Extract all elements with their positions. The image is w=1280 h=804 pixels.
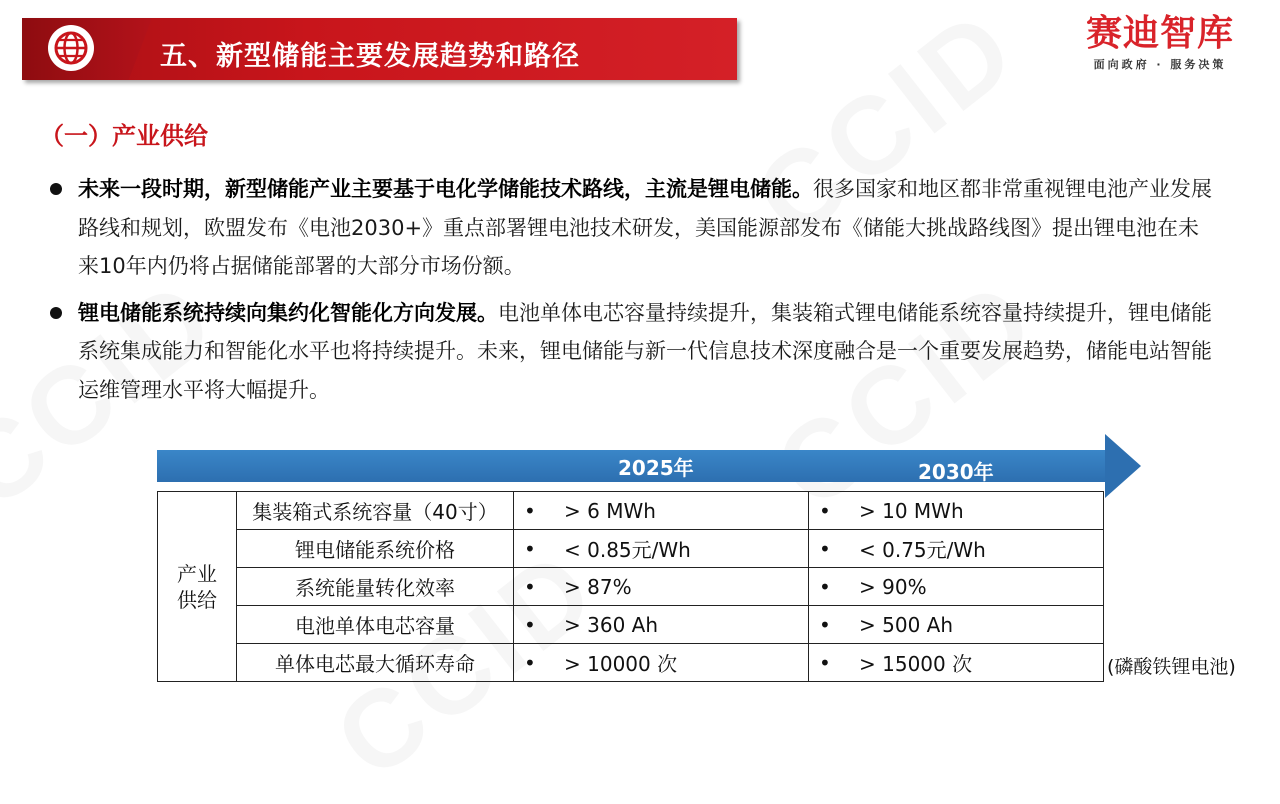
logo	[1074, 14, 1246, 72]
bullet-dot-icon: •	[524, 498, 536, 523]
value-text: > 15000 次	[859, 652, 973, 676]
table-row	[158, 530, 1104, 568]
supply-table	[157, 491, 1104, 682]
metric-name-cell: 锂电储能系统价格	[237, 530, 514, 568]
bullet-dot-icon: •	[819, 536, 831, 561]
globe-icon	[48, 25, 94, 71]
logo-slogan: 面向政府 · 服务决策	[1093, 58, 1227, 71]
table-note: (磷酸铁锂电池)	[1107, 656, 1236, 678]
bullet-dot-icon: •	[819, 498, 831, 523]
metric-name-cell: 系统能量转化效率	[237, 568, 514, 606]
metric-name-cell: 单体电芯最大循环寿命	[237, 644, 514, 682]
bullet-dot-icon: •	[524, 536, 536, 561]
metric-name-cell: 电池单体电芯容量	[237, 606, 514, 644]
bullet-item	[48, 294, 1218, 410]
value-2025-cell	[514, 568, 809, 606]
bullet-dot-icon: •	[524, 574, 536, 599]
bullet-bold-text: 锂电储能系统持续向集约化智能化方向发展。	[78, 300, 498, 325]
value-text: > 10000 次	[564, 652, 678, 676]
year-2030-label: 2030年	[918, 460, 994, 484]
value-2030-cell	[809, 568, 1104, 606]
bullet-bold-text: 未来一段时期，新型储能产业主要基于电化学储能技术路线，主流是锂电储能。	[78, 177, 813, 201]
bullet-dot-icon: •	[819, 650, 831, 675]
value-2030-cell	[809, 606, 1104, 644]
section-title: 五、新型储能主要发展趋势和路径	[160, 41, 580, 72]
value-2025-cell	[514, 606, 809, 644]
value-2025-cell	[514, 644, 809, 682]
table-row	[158, 492, 1104, 530]
arrow-right-icon	[1105, 434, 1141, 498]
value-2030-cell	[809, 530, 1104, 568]
year-2025-label: 2025年	[618, 456, 694, 480]
metric-name-cell: 集装箱式系统容量（40寸）	[237, 492, 514, 530]
bullet-dot-icon: •	[524, 612, 536, 637]
value-text: > 10 MWh	[859, 498, 964, 523]
subheading: （一）产业供给	[40, 122, 208, 150]
bullet-dot-icon	[50, 307, 62, 319]
value-text: > 90%	[859, 574, 927, 599]
value-text: > 500 Ah	[859, 612, 954, 637]
value-2030-cell	[809, 644, 1104, 682]
bullet-text: 电池单体电芯容量持续提升，集装箱式锂电储能系统容量持续提升，锂电储能系统集成能力和智能化水平也将持续提升。未来，锂电储能与新一代信息技术深度融合是一个重要发展趋势，储能电站智能运维管理水平将大幅提升。	[78, 300, 1212, 402]
category-cell: 产业 供给	[158, 492, 237, 682]
bullet-text: 很多国家和地区都非常重视锂电池产业发展路线和规划，欧盟发布《电池2030+》重点部署锂电池技术研发，美国能源部发布《储能大挑战路线图》提出锂电池在未来10年内仍将占据储能部署的大部分市场份额。	[78, 177, 1212, 278]
value-2025-cell	[514, 530, 809, 568]
bullet-dot-icon: •	[819, 574, 831, 599]
bullet-item	[48, 170, 1218, 286]
value-2025-cell	[514, 492, 809, 530]
value-2030-cell	[809, 492, 1104, 530]
value-text: < 0.85元/Wh	[564, 538, 691, 562]
table-row	[158, 606, 1104, 644]
bullet-dot-icon: •	[819, 612, 831, 637]
value-text: < 0.75元/Wh	[859, 538, 986, 562]
bullet-dot-icon: •	[524, 650, 536, 675]
value-text: > 360 Ah	[564, 612, 659, 637]
value-text: > 6 MWh	[564, 498, 656, 523]
bullet-list	[48, 170, 1218, 409]
value-text: > 87%	[564, 574, 632, 599]
table-row	[158, 644, 1104, 682]
table-row	[158, 568, 1104, 606]
bullet-dot-icon	[50, 183, 62, 195]
logo-text: 赛迪智库	[1085, 13, 1234, 54]
